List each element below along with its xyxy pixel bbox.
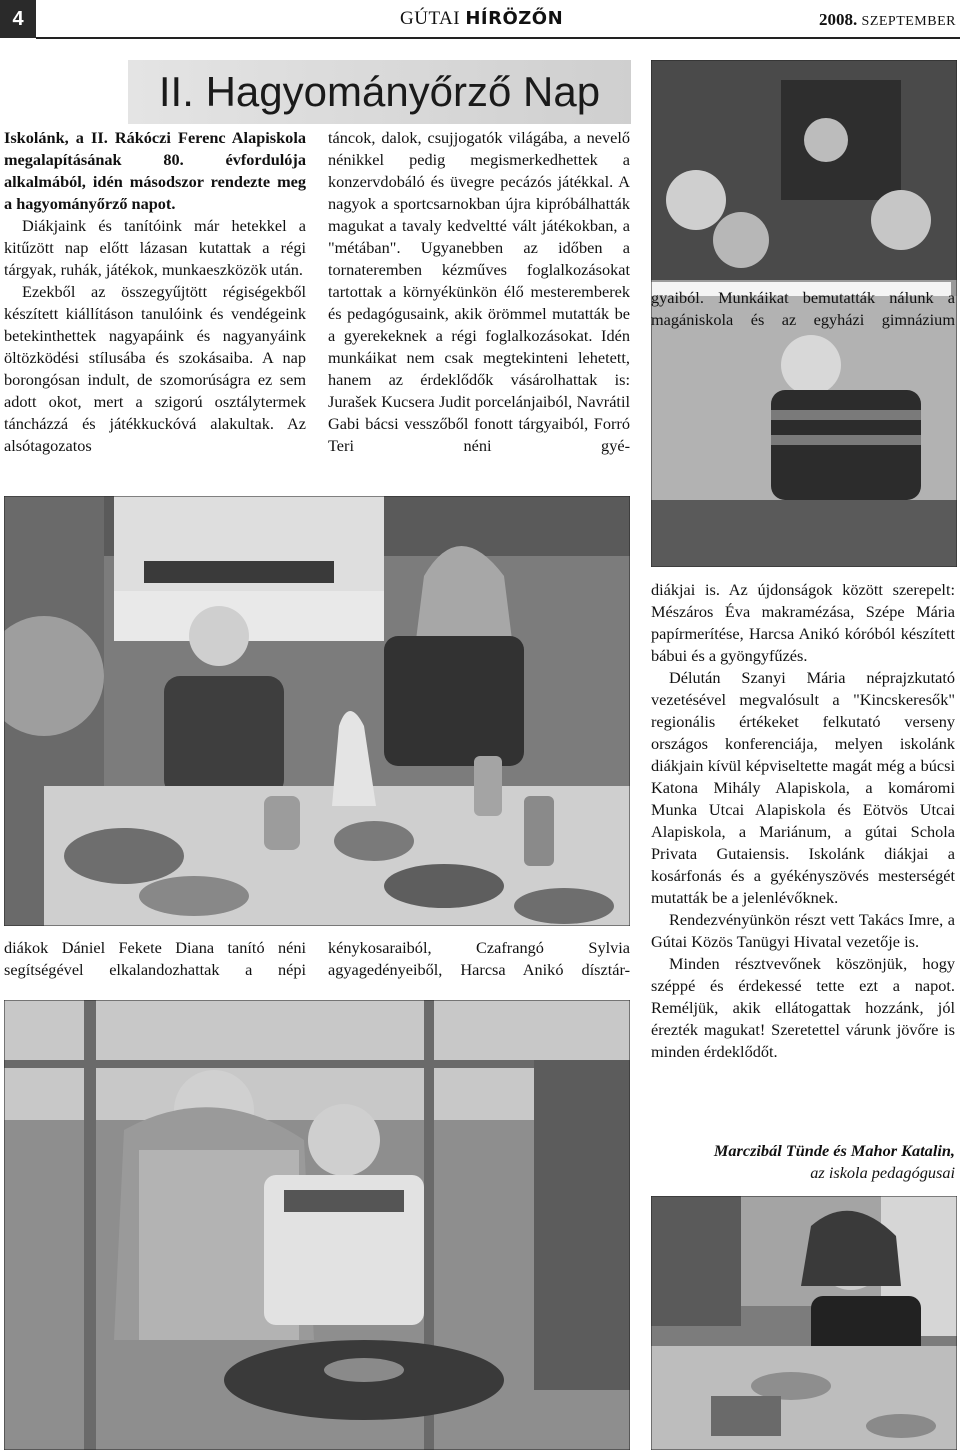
author-role: az iskola pedagógusai (810, 1163, 955, 1182)
column-3-lead (651, 287, 955, 331)
issue-year: 2008. (819, 10, 858, 29)
header-rule (36, 37, 960, 39)
photo-clay-workshop (651, 1196, 957, 1450)
paragraph: Ezekből az összegyűjtött régiségekből készített kiállításon tanulóink és vendégeink betekinthettek nagyapáink és nagyanyáink öltözködési stílusába és szokásaiba. A nap borongósan indult, de szomorúságra ez sem adott okot, mert a szigorú osztálytermek táncházzá és játékkuckóvá alakultak. Az alsótagozatos (4, 282, 306, 455)
paragraph: diákjai is. Az újdonságok között szerepelt: Mészáros Éva makramézása, Szépe Mária papírmerítése, Harcsa Anikó kóróból készített bábui és a gyöngyfűzés. (651, 580, 955, 665)
lead-paragraph: Iskolánk, a II. Rákóczi Ferenc Alapiskola megalapításának 80. évfordulója alkalmából, idén másodszor rendezte meg a hagyományőrző napot. (4, 128, 306, 213)
publication-prefix: GÚTAI (400, 8, 461, 29)
paragraph: Rendezvényünkön részt vett Takács Imre, a Gútai Közös Tanügyi Hivatal vezetője is. (651, 910, 955, 951)
publication-title (400, 8, 563, 30)
article-title: II. Hagyományőrző Nap (158, 68, 601, 115)
signature (651, 1140, 955, 1184)
page-number: 4 (0, 0, 36, 38)
column-2 (328, 127, 630, 457)
column-1 (4, 127, 306, 457)
column-2-continued (328, 937, 630, 981)
paragraph: diákok Dániel Fekete Diana tanító néni segítségével elkalandozhattak a népi (4, 938, 306, 979)
photo-pottery-wheel (4, 1000, 630, 1450)
paragraph: gyaiból. Munkáikat bemutatták nálunk a magániskola és az egyházi gimnázium (651, 288, 955, 329)
paragraph: kénykosaraiból, Czafrangó Sylvia agyagedényeiből, Harcsa Anikó dísztár- (328, 938, 630, 979)
paragraph: táncok, dalok, csujjogatók világába, a nevelő nénikkel pedig megismerkedhettek a konzervdobáló és üvegre pecázós játékkal. A nagyok a sportcsarnokban újra kipróbálhatták magukat a tavaly kedveltté vált játékokban, a "métában". Ugyanebben az időben a tornateremben kézműves foglalkozásokat tartottak a környékünkön élő mesteremberek és pedagógusaink, akik örömmel mutatták be a gyerekeknek a régi foglalkozásokat. Idén munkáikat nem csak megtekinteni lehetett, hanem az érdeklődők vásárolhattak is: Jurašek Kucsera Judit porcelánjaiból, Navrátil Gabi bácsi vesszőből fonott tárgyaiból, Forró Teri néni gyé- (328, 128, 630, 455)
paragraph: Délután Szanyi Mária néprajzkutató vezetésével megvalósult a "Kincskeresők" regionális értékeket felkutató verseny országos konferenciája, melyen iskolánk diákjain kívül képviseltette magát még a búcsi Katona Mihály Alapiskola, a komáromi Munka Utcai Alapiskola és Eötvös Utcai Alapiskola, a Mariánum, a gútai Schola Privata Gutaiensis. Iskolánk diákjai a kosárfonás és a gyékényszövés mesterségét mutatták be a jelenlévőknek. (651, 668, 955, 907)
publication-brand: HÍRÖZŐN (465, 8, 564, 29)
issue-date (819, 10, 956, 30)
paragraph: Minden résztvevőnek köszönjük, hogy széppé és érdekessé tette ezt a napot. Reméljük, akik ellátogattak hozzánk, jól érezték magukat! Szeretettel várunk jövőre is minden érdeklődőt. (651, 954, 955, 1061)
issue-month: SZEPTEMBER (861, 14, 956, 29)
photo-pottery-table (4, 496, 630, 926)
column-1-continued (4, 937, 306, 981)
paragraph: Diákjaink és tanítóink már hetekkel a kitűzött nap előtt lázasan kutattak a régi tárgyak, ruhák, játékok, munkaeszközök után. (4, 216, 306, 279)
column-3 (651, 579, 955, 1063)
author-names: Marczibál Tünde és Mahor Katalin, (713, 1141, 955, 1160)
